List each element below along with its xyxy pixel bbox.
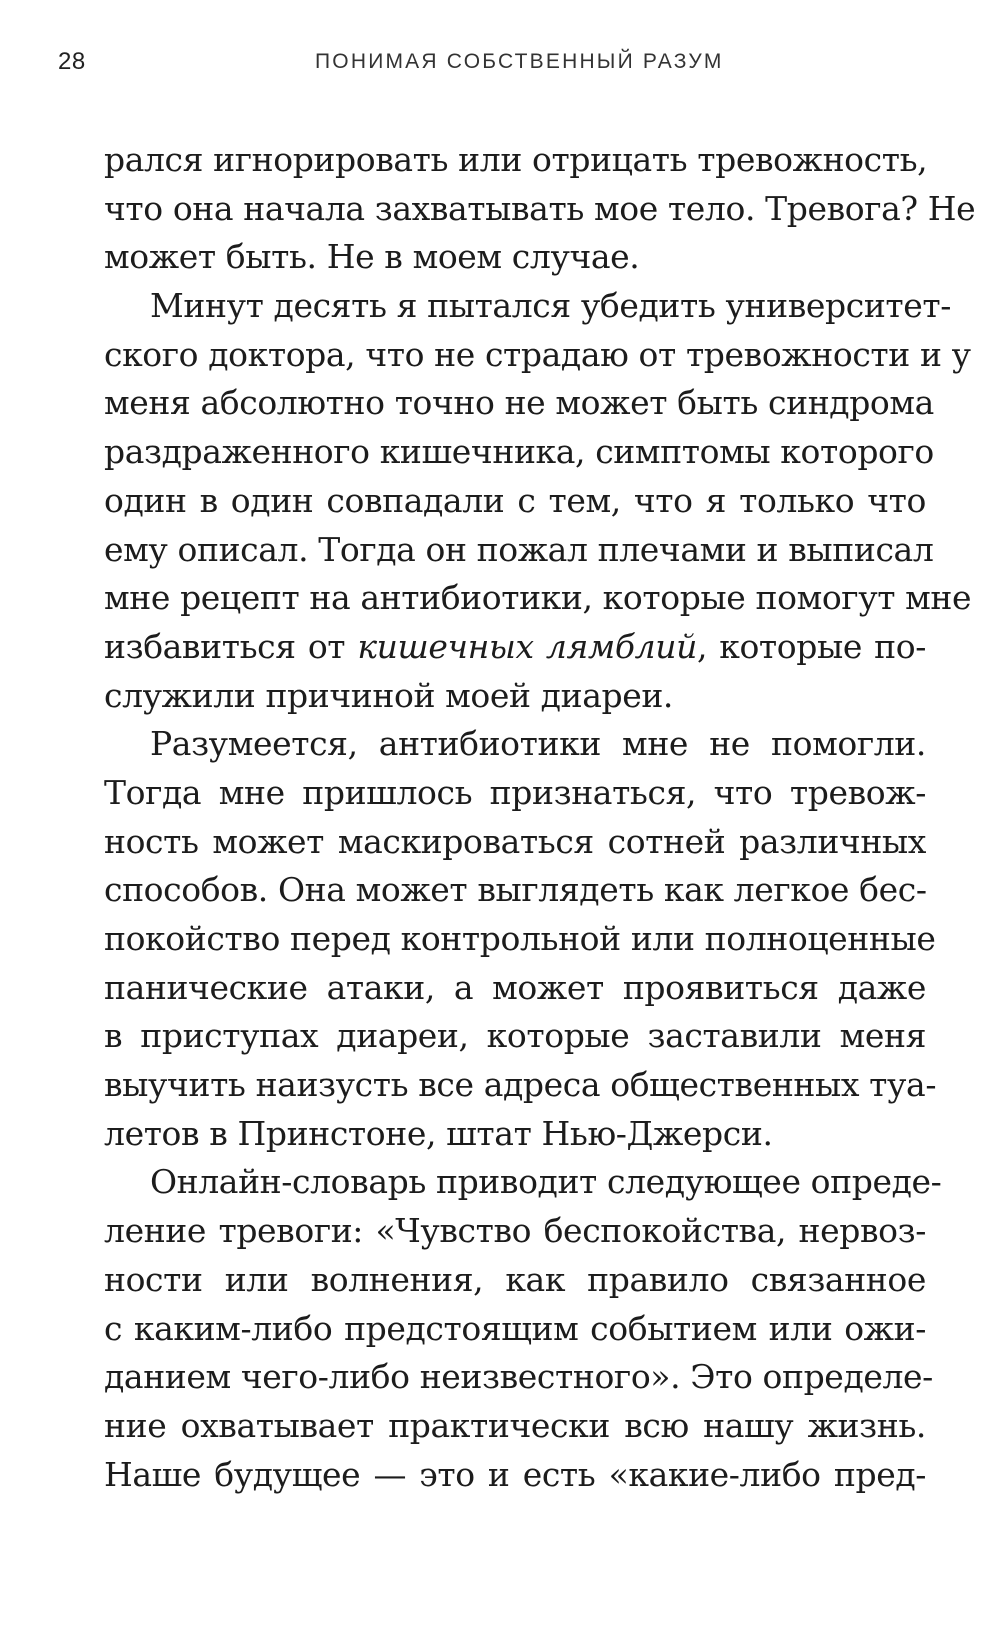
running-head — [0, 48, 1000, 82]
text-line: Разумеется, антибиотики мне не помогли. — [150, 724, 926, 764]
text-line: меня абсолютно точно не может быть синдрома — [104, 383, 934, 423]
text-line: ность может маскироваться сотней различных — [104, 821, 926, 861]
text-line: выучить наизусть все адреса общественных туа- — [104, 1065, 937, 1105]
text-line: Наше будущее — это и есть «какие-либо пред- — [104, 1454, 926, 1494]
text-line: может быть. Не в моем случае. — [104, 237, 640, 277]
text-line: ему описал. Тогда он пожал плечами и выписал — [104, 529, 934, 569]
text-line: служили причиной моей диареи. — [104, 675, 674, 715]
text-line: способов. Она может выглядеть как легкое бес- — [104, 870, 927, 910]
text-line: Тогда мне пришлось признаться, что тревож- — [104, 772, 926, 812]
text-line: рался игнорировать или отрицать тревожность, — [104, 140, 928, 179]
text-line: панические атаки, а может проявиться даже — [104, 967, 926, 1007]
text-line — [104, 623, 926, 672]
body-text — [104, 136, 976, 1499]
text-line: ского доктора, что не страдаю от тревожности и у — [104, 334, 971, 374]
text-line: ние охватывает практически всю нашу жизнь. — [104, 1405, 926, 1445]
text-line: раздраженного кишечника, симптомы которого — [104, 432, 934, 472]
text-segment: избавиться от — [104, 626, 358, 666]
text-line: летов в Принстоне, штат Нью-Джерси. — [104, 1113, 773, 1153]
text-line: данием чего-либо неизвестного». Это определе- — [104, 1357, 933, 1397]
text-line: один в один совпадали с тем, что я только что — [104, 480, 926, 520]
text-line: в приступах диареи, которые заставили меня — [104, 1016, 926, 1056]
text-line: с каким-либо предстоящим событием или ожи- — [104, 1308, 926, 1348]
page-number: 28 — [58, 48, 86, 75]
text-line: Минут десять я пытался убедить университет- — [150, 286, 952, 326]
italic-term: кишечных лямблий — [357, 626, 697, 666]
text-line: мне рецепт на антибиотики, которые помогут мне — [104, 578, 972, 618]
text-line: Онлайн-словарь приводит следующее опреде- — [150, 1162, 942, 1202]
text-segment: , которые по- — [696, 626, 926, 666]
running-title: ПОНИМАЯ СОБСТВЕННЫЙ РАЗУМ — [315, 50, 724, 73]
text-line: что она начала захватывать мое тело. Тревога? Не — [104, 188, 976, 228]
text-line: покойство перед контрольной или полноценные — [104, 919, 936, 958]
text-line: ление тревоги: «Чувство беспокойства, нервоз- — [104, 1211, 926, 1251]
text-line: ности или волнения, как правило связанное — [104, 1259, 926, 1299]
